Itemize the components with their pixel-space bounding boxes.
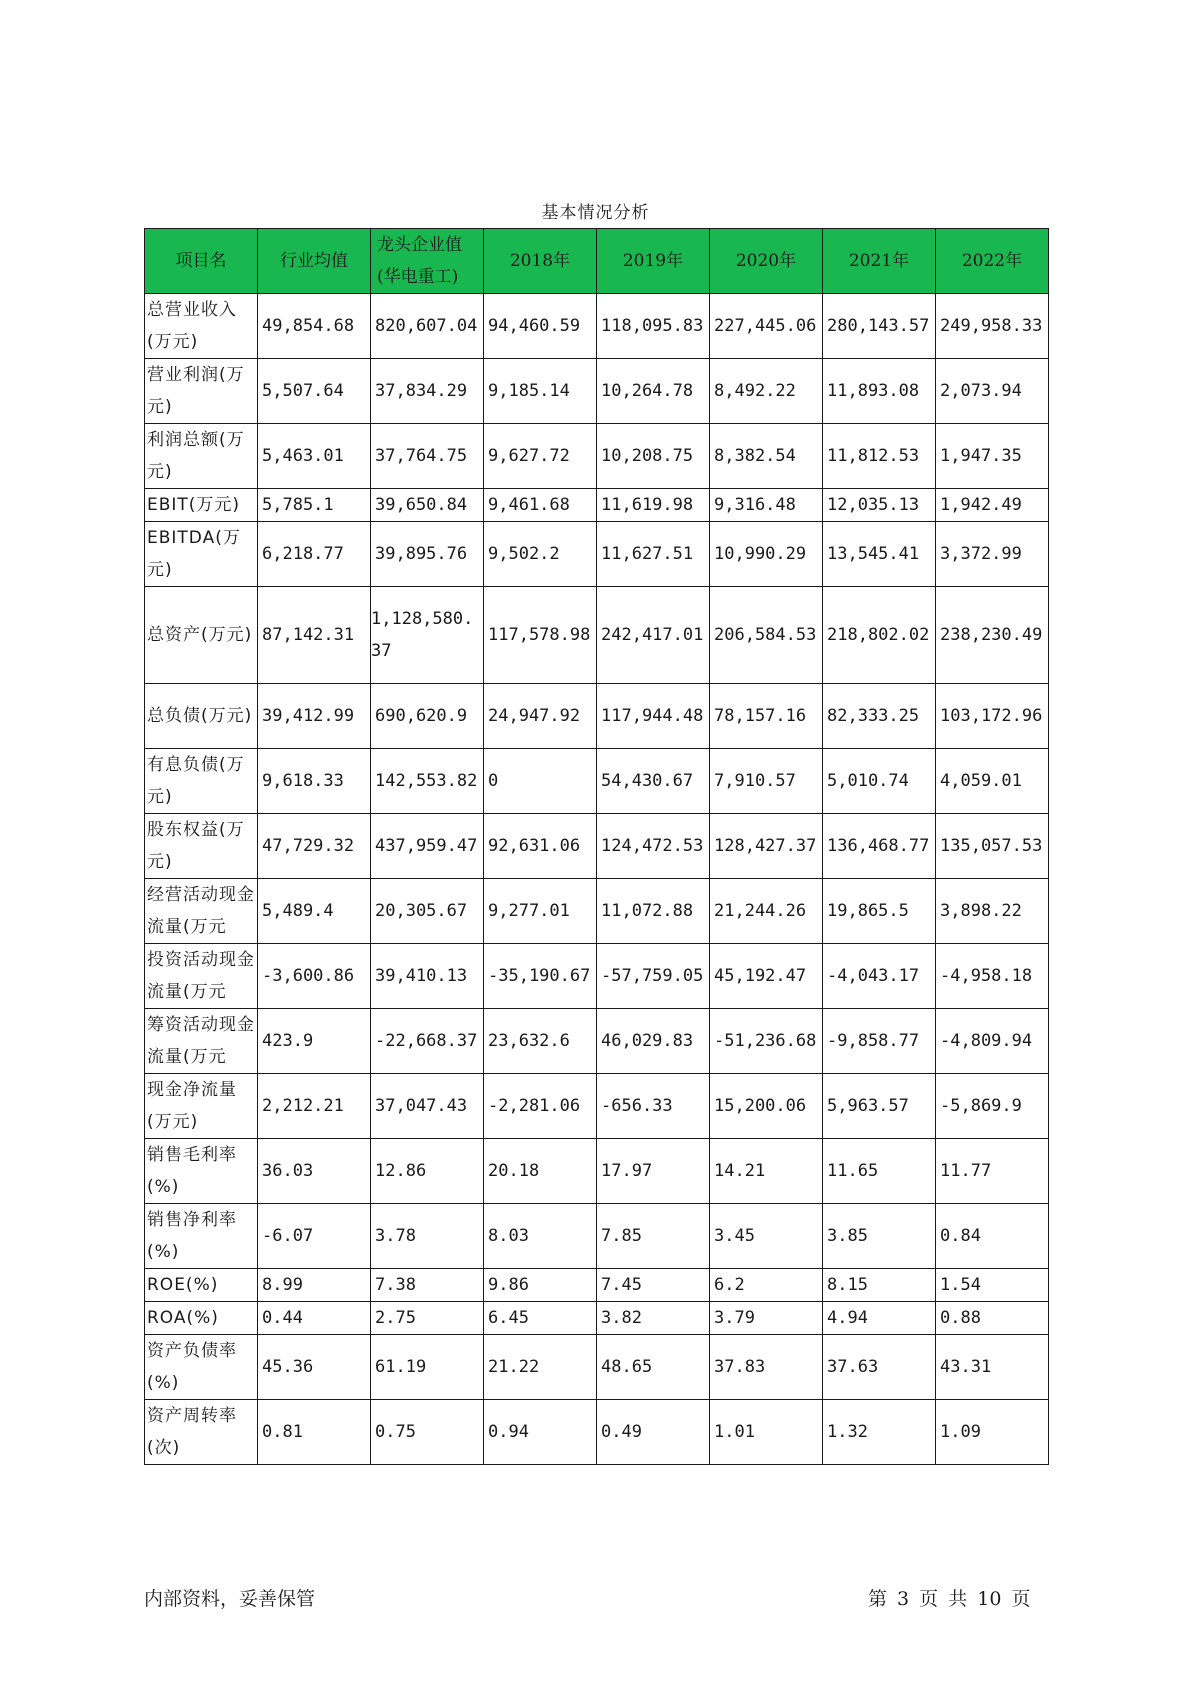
- table-row: [145, 879, 1049, 944]
- value-cell: 3,372.99: [936, 522, 1049, 587]
- value-cell: 8,382.54: [710, 424, 823, 489]
- value-cell: -6.07: [258, 1204, 371, 1269]
- value-cell: 8.15: [823, 1269, 936, 1302]
- value-cell: 37.83: [710, 1335, 823, 1400]
- header-cell: 2020年: [710, 229, 823, 294]
- value-cell: 690,620.9: [371, 684, 484, 749]
- value-cell: 20.18: [484, 1139, 597, 1204]
- value-cell: 21,244.26: [710, 879, 823, 944]
- header-cell: 龙头企业值(华电重工): [371, 229, 484, 294]
- value-cell: 8,492.22: [710, 359, 823, 424]
- row-label: 筹资活动现金流量(万元: [145, 1009, 258, 1074]
- value-cell: 2,073.94: [936, 359, 1049, 424]
- value-cell: 19,865.5: [823, 879, 936, 944]
- table-row: [145, 1009, 1049, 1074]
- row-label: EBITDA(万元): [145, 522, 258, 587]
- value-cell: 1.54: [936, 1269, 1049, 1302]
- table-row: [145, 1335, 1049, 1400]
- table-row: [145, 294, 1049, 359]
- value-cell: 45,192.47: [710, 944, 823, 1009]
- value-cell: 1.01: [710, 1400, 823, 1465]
- value-cell: 1.32: [823, 1400, 936, 1465]
- value-cell: 11,627.51: [597, 522, 710, 587]
- value-cell: 4,059.01: [936, 749, 1049, 814]
- row-label: 资产负债率(%): [145, 1335, 258, 1400]
- value-cell: 11.65: [823, 1139, 936, 1204]
- value-cell: 94,460.59: [484, 294, 597, 359]
- value-cell: 3.78: [371, 1204, 484, 1269]
- value-cell: 11.77: [936, 1139, 1049, 1204]
- row-label: 股东权益(万元): [145, 814, 258, 879]
- row-label: 营业利润(万元): [145, 359, 258, 424]
- value-cell: 0.49: [597, 1400, 710, 1465]
- value-cell: 5,507.64: [258, 359, 371, 424]
- value-cell: 227,445.06: [710, 294, 823, 359]
- value-cell: 117,578.98: [484, 587, 597, 684]
- value-cell: 1,947.35: [936, 424, 1049, 489]
- header-cell: 2021年: [823, 229, 936, 294]
- value-cell: 820,607.04: [371, 294, 484, 359]
- table-header-row: [145, 229, 1049, 294]
- value-cell: -51,236.68: [710, 1009, 823, 1074]
- value-cell: 92,631.06: [484, 814, 597, 879]
- value-cell: 10,208.75: [597, 424, 710, 489]
- value-cell: 10,264.78: [597, 359, 710, 424]
- row-label: 总营业收入(万元): [145, 294, 258, 359]
- value-cell: 15,200.06: [710, 1074, 823, 1139]
- value-cell: 103,172.96: [936, 684, 1049, 749]
- value-cell: 11,893.08: [823, 359, 936, 424]
- value-cell: 117,944.48: [597, 684, 710, 749]
- value-cell: 12,035.13: [823, 489, 936, 522]
- value-cell: 9,618.33: [258, 749, 371, 814]
- value-cell: 2,212.21: [258, 1074, 371, 1139]
- value-cell: 39,650.84: [371, 489, 484, 522]
- table-title: 基本情况分析: [541, 203, 650, 223]
- value-cell: 7.38: [371, 1269, 484, 1302]
- value-cell: 39,410.13: [371, 944, 484, 1009]
- row-label: 利润总额(万元): [145, 424, 258, 489]
- value-cell: 21.22: [484, 1335, 597, 1400]
- value-cell: 242,417.01: [597, 587, 710, 684]
- value-cell: 249,958.33: [936, 294, 1049, 359]
- table-row: [145, 944, 1049, 1009]
- value-cell: 46,029.83: [597, 1009, 710, 1074]
- value-cell: 39,895.76: [371, 522, 484, 587]
- value-cell: 54,430.67: [597, 749, 710, 814]
- value-cell: 17.97: [597, 1139, 710, 1204]
- value-cell: 118,095.83: [597, 294, 710, 359]
- value-cell: 9,277.01: [484, 879, 597, 944]
- table-row: [145, 1400, 1049, 1465]
- header-cell: 2022年: [936, 229, 1049, 294]
- value-cell: 23,632.6: [484, 1009, 597, 1074]
- value-cell: 45.36: [258, 1335, 371, 1400]
- row-label: 销售净利率(%): [145, 1204, 258, 1269]
- value-cell: 0: [484, 749, 597, 814]
- value-cell: 49,854.68: [258, 294, 371, 359]
- value-cell: 9,461.68: [484, 489, 597, 522]
- value-cell: 0.81: [258, 1400, 371, 1465]
- value-cell: 5,463.01: [258, 424, 371, 489]
- table-row: [145, 1204, 1049, 1269]
- value-cell: 43.31: [936, 1335, 1049, 1400]
- value-cell: 142,553.82: [371, 749, 484, 814]
- row-label: 总负债(万元): [145, 684, 258, 749]
- value-cell: 78,157.16: [710, 684, 823, 749]
- value-cell: 87,142.31: [258, 587, 371, 684]
- value-cell: 61.19: [371, 1335, 484, 1400]
- value-cell: 8.03: [484, 1204, 597, 1269]
- value-cell: 2.75: [371, 1302, 484, 1335]
- row-label: 经营活动现金流量(万元: [145, 879, 258, 944]
- table-row: [145, 814, 1049, 879]
- row-label: ROE(%): [145, 1269, 258, 1302]
- value-cell: 238,230.49: [936, 587, 1049, 684]
- value-cell: 9,185.14: [484, 359, 597, 424]
- value-cell: 3.45: [710, 1204, 823, 1269]
- table-row: [145, 1302, 1049, 1335]
- value-cell: 5,785.1: [258, 489, 371, 522]
- row-label: 投资活动现金流量(万元: [145, 944, 258, 1009]
- value-cell: -22,668.37: [371, 1009, 484, 1074]
- value-cell: 1,942.49: [936, 489, 1049, 522]
- value-cell: 47,729.32: [258, 814, 371, 879]
- row-label: 总资产(万元): [145, 587, 258, 684]
- value-cell: -57,759.05: [597, 944, 710, 1009]
- value-cell: 9.86: [484, 1269, 597, 1302]
- page-number: 第 3 页 共 10 页: [868, 1588, 1031, 1610]
- value-cell: 37,047.43: [371, 1074, 484, 1139]
- value-cell: 37,834.29: [371, 359, 484, 424]
- value-cell: -35,190.67: [484, 944, 597, 1009]
- row-label: EBIT(万元): [145, 489, 258, 522]
- value-cell: 3.79: [710, 1302, 823, 1335]
- value-cell: 0.44: [258, 1302, 371, 1335]
- value-cell: 20,305.67: [371, 879, 484, 944]
- table-row: [145, 522, 1049, 587]
- table-row: [145, 359, 1049, 424]
- row-label: 有息负债(万元): [145, 749, 258, 814]
- value-cell: 48.65: [597, 1335, 710, 1400]
- value-cell: 1,128,580.37: [371, 587, 484, 684]
- value-cell: 4.94: [823, 1302, 936, 1335]
- value-cell: 6,218.77: [258, 522, 371, 587]
- value-cell: 280,143.57: [823, 294, 936, 359]
- value-cell: 3,898.22: [936, 879, 1049, 944]
- row-label: ROA(%): [145, 1302, 258, 1335]
- value-cell: 128,427.37: [710, 814, 823, 879]
- value-cell: 0.94: [484, 1400, 597, 1465]
- value-cell: 10,990.29: [710, 522, 823, 587]
- value-cell: -4,809.94: [936, 1009, 1049, 1074]
- value-cell: 7,910.57: [710, 749, 823, 814]
- value-cell: -9,858.77: [823, 1009, 936, 1074]
- value-cell: 0.75: [371, 1400, 484, 1465]
- value-cell: 37,764.75: [371, 424, 484, 489]
- table-body: [145, 294, 1049, 1465]
- value-cell: 9,316.48: [710, 489, 823, 522]
- row-label: 资产周转率(次): [145, 1400, 258, 1465]
- value-cell: 14.21: [710, 1139, 823, 1204]
- value-cell: 5,963.57: [823, 1074, 936, 1139]
- value-cell: 9,502.2: [484, 522, 597, 587]
- value-cell: -5,869.9: [936, 1074, 1049, 1139]
- value-cell: 135,057.53: [936, 814, 1049, 879]
- header-cell: 行业均值: [258, 229, 371, 294]
- table-row: [145, 424, 1049, 489]
- value-cell: -2,281.06: [484, 1074, 597, 1139]
- value-cell: 9,627.72: [484, 424, 597, 489]
- value-cell: 82,333.25: [823, 684, 936, 749]
- table-row: [145, 749, 1049, 814]
- value-cell: 0.84: [936, 1204, 1049, 1269]
- table-row: [145, 489, 1049, 522]
- header-cell: 项目名: [145, 229, 258, 294]
- value-cell: 136,468.77: [823, 814, 936, 879]
- value-cell: 7.85: [597, 1204, 710, 1269]
- financial-analysis-table: [144, 228, 1049, 1465]
- value-cell: 6.45: [484, 1302, 597, 1335]
- value-cell: 24,947.92: [484, 684, 597, 749]
- value-cell: -4,043.17: [823, 944, 936, 1009]
- row-label: 现金净流量(万元): [145, 1074, 258, 1139]
- value-cell: 218,802.02: [823, 587, 936, 684]
- value-cell: 11,812.53: [823, 424, 936, 489]
- value-cell: 11,619.98: [597, 489, 710, 522]
- value-cell: -656.33: [597, 1074, 710, 1139]
- value-cell: 5,010.74: [823, 749, 936, 814]
- value-cell: 5,489.4: [258, 879, 371, 944]
- value-cell: 36.03: [258, 1139, 371, 1204]
- value-cell: 206,584.53: [710, 587, 823, 684]
- value-cell: 39,412.99: [258, 684, 371, 749]
- value-cell: 12.86: [371, 1139, 484, 1204]
- value-cell: -3,600.86: [258, 944, 371, 1009]
- value-cell: 3.82: [597, 1302, 710, 1335]
- table-row: [145, 1269, 1049, 1302]
- value-cell: 13,545.41: [823, 522, 936, 587]
- value-cell: 1.09: [936, 1400, 1049, 1465]
- row-label: 销售毛利率(%): [145, 1139, 258, 1204]
- value-cell: 0.88: [936, 1302, 1049, 1335]
- table-row: [145, 684, 1049, 749]
- value-cell: -4,958.18: [936, 944, 1049, 1009]
- header-cell: 2019年: [597, 229, 710, 294]
- value-cell: 6.2: [710, 1269, 823, 1302]
- value-cell: 8.99: [258, 1269, 371, 1302]
- footer-confidential-note: 内部资料，妥善保管: [144, 1588, 316, 1610]
- header-cell: 2018年: [484, 229, 597, 294]
- table-row: [145, 587, 1049, 684]
- value-cell: 7.45: [597, 1269, 710, 1302]
- value-cell: 124,472.53: [597, 814, 710, 879]
- value-cell: 423.9: [258, 1009, 371, 1074]
- value-cell: 3.85: [823, 1204, 936, 1269]
- table-row: [145, 1074, 1049, 1139]
- value-cell: 11,072.88: [597, 879, 710, 944]
- value-cell: 37.63: [823, 1335, 936, 1400]
- value-cell: 437,959.47: [371, 814, 484, 879]
- table-row: [145, 1139, 1049, 1204]
